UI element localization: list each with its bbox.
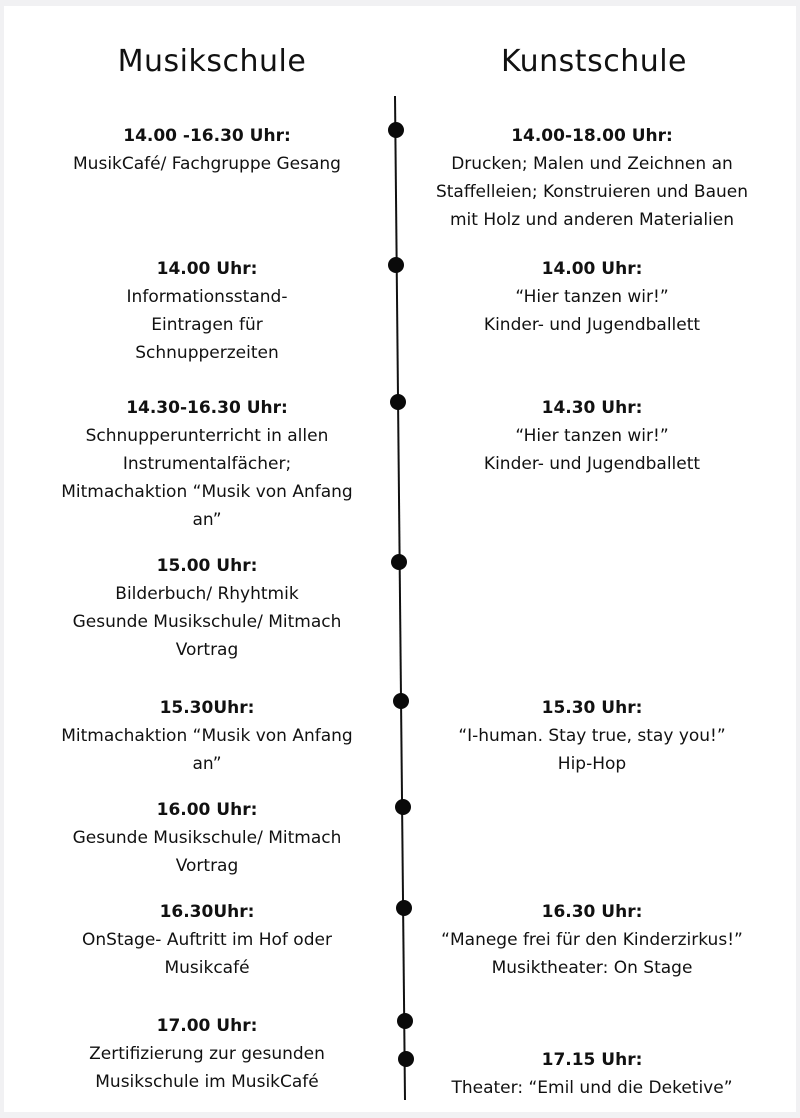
musikschule-entry bbox=[12, 796, 402, 880]
kunstschule-entry bbox=[392, 255, 792, 339]
entry-text: Kinder- und Jugendballett bbox=[483, 315, 701, 335]
entry-text: an” bbox=[192, 510, 222, 530]
entry-text: Informationsstand- bbox=[126, 287, 288, 307]
entry-time: 14.00 Uhr: bbox=[541, 259, 643, 279]
entry-text: Musikschule im MusikCafé bbox=[95, 1072, 319, 1092]
header-kunstschule: Kunstschule bbox=[500, 44, 688, 79]
entry-text: OnStage- Auftritt im Hof oder bbox=[82, 930, 332, 950]
entry-text: Theater: “Emil und die Deketive” bbox=[451, 1078, 733, 1098]
entry-text: Vortrag bbox=[175, 640, 239, 660]
musikschule-entry bbox=[12, 255, 402, 367]
entry-text: Gesunde Musikschule/ Mitmach bbox=[72, 612, 342, 632]
entry-time: 14.30 Uhr: bbox=[541, 398, 643, 418]
kunstschule-entry bbox=[392, 394, 792, 478]
entry-text: MusikCafé/ Fachgruppe Gesang bbox=[73, 154, 341, 174]
entry-text: Kinder- und Jugendballett bbox=[483, 454, 701, 474]
entry-time: 16.30Uhr: bbox=[159, 902, 255, 922]
entry-text: Instrumentalfächer; bbox=[122, 454, 292, 474]
entry-text: Hip-Hop bbox=[557, 754, 627, 774]
kunstschule-entry bbox=[392, 898, 792, 982]
entry-text: Musikcafé bbox=[164, 958, 250, 978]
entry-text: Staffelleien; Konstruieren und Bauen bbox=[435, 182, 749, 202]
entry-time: 14.30-16.30 Uhr: bbox=[126, 398, 288, 418]
entry-text: Drucken; Malen und Zeichnen an bbox=[451, 154, 733, 174]
entry-text: “Hier tanzen wir!” bbox=[515, 287, 669, 307]
entry-time: 15.30 Uhr: bbox=[541, 698, 643, 718]
entry-text: an” bbox=[192, 754, 222, 774]
entry-text: Musiktheater: On Stage bbox=[491, 958, 693, 978]
entry-text: “I-human. Stay true, stay you!” bbox=[458, 726, 726, 746]
entry-text: Mitmachaktion “Musik von Anfang bbox=[61, 482, 353, 502]
entry-time: 17.00 Uhr: bbox=[156, 1016, 258, 1036]
entry-text: Vortrag bbox=[175, 856, 239, 876]
entry-time: 14.00 -16.30 Uhr: bbox=[123, 126, 291, 146]
entry-time: 15.00 Uhr: bbox=[156, 556, 258, 576]
musikschule-entry bbox=[12, 394, 402, 534]
entry-time: 16.30 Uhr: bbox=[541, 902, 643, 922]
entry-text: “Manege frei für den Kinderzirkus!” bbox=[441, 930, 743, 950]
entry-text: Schnupperunterricht in allen bbox=[85, 426, 329, 446]
musikschule-entry bbox=[12, 552, 402, 664]
kunstschule-entry bbox=[392, 1046, 792, 1102]
entry-time: 16.00 Uhr: bbox=[156, 800, 258, 820]
entry-text: mit Holz und anderen Materialien bbox=[449, 210, 735, 230]
entry-text: Schnupperzeiten bbox=[135, 343, 279, 363]
entry-text: Bilderbuch/ Rhyhtmik bbox=[115, 584, 299, 604]
entry-time: 14.00-18.00 Uhr: bbox=[511, 126, 673, 146]
entry-text: Gesunde Musikschule/ Mitmach bbox=[72, 828, 342, 848]
kunstschule-entry bbox=[392, 122, 792, 234]
entry-text: Zertifizierung zur gesunden bbox=[89, 1044, 325, 1064]
entry-time: 14.00 Uhr: bbox=[156, 259, 258, 279]
entry-text: Mitmachaktion “Musik von Anfang bbox=[61, 726, 353, 746]
musikschule-entry bbox=[12, 1012, 402, 1096]
entry-text: “Hier tanzen wir!” bbox=[515, 426, 669, 446]
entry-time: 17.15 Uhr: bbox=[541, 1050, 643, 1070]
kunstschule-entry bbox=[392, 694, 792, 778]
musikschule-entry bbox=[12, 694, 402, 778]
entry-time: 15.30Uhr: bbox=[159, 698, 255, 718]
musikschule-entry bbox=[12, 898, 402, 982]
entry-text: Eintragen für bbox=[151, 315, 263, 335]
musikschule-entry bbox=[12, 122, 402, 178]
header-musikschule: Musikschule bbox=[117, 44, 307, 79]
